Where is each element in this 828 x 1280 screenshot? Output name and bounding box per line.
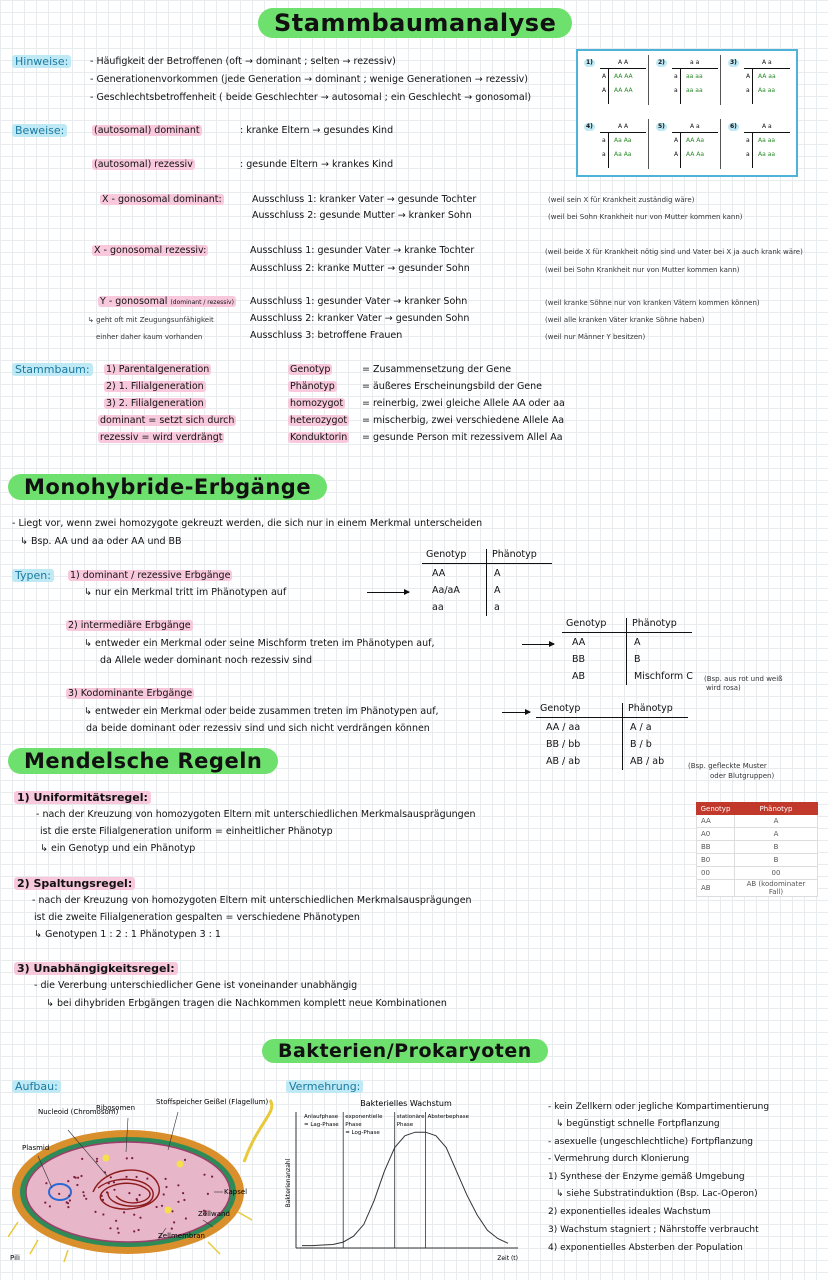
box-line [680, 132, 681, 168]
x-axis-label: Zeit (t) [497, 1255, 518, 1262]
aufbau-label: Aufbau: [12, 1080, 61, 1093]
type-1-note: ↳ nur ein Merkmal tritt im Phänotypen auf [84, 587, 287, 598]
x-rezessiv-2-note: (weil bei Sohn Krankheit nur von Mutter kommen kann) [545, 266, 740, 274]
label-geissel: Geißel (Flagellum) [204, 1098, 269, 1106]
box-row-allele: A [602, 73, 607, 80]
label-plasmid: Plasmid [22, 1144, 50, 1152]
type-3-note-1: ↳ entweder ein Merkmal oder beide zusammen treten im Phänotypen auf, [84, 706, 439, 717]
ribosome-dot [83, 1195, 85, 1197]
table-rule [536, 717, 688, 718]
arrow-icon [367, 592, 409, 593]
box-line [744, 132, 790, 133]
rezessiv-definition: rezessiv = wird verdrängt [100, 432, 223, 443]
table-cell-genotyp: Aa/aA [432, 585, 460, 596]
hinweis-line-3: - Geschlechtsbetroffenheit ( beide Geschlechter → autosomal ; ein Geschlecht → gonosomal) [90, 92, 532, 103]
phase-label: Anlaufphase [304, 1114, 339, 1120]
table-rule [622, 703, 623, 770]
unabhaengigkeit-line-1: - die Vererbung unterschiedlicher Gene ist voneinander unabhängig [34, 980, 358, 991]
ribosome-dot [171, 1228, 173, 1230]
ribosome-dot [136, 1198, 138, 1200]
box-row-genotypes: Aa Aa [614, 151, 632, 158]
ribosome-dot [126, 1157, 128, 1159]
box-row-allele: A [602, 87, 607, 94]
table-header-phaenotyp: Phänotyp [492, 549, 537, 560]
vermehrung-label: Vermehrung: [286, 1080, 363, 1093]
box-parents: A a [690, 123, 700, 130]
ribosome-dot [125, 1176, 127, 1178]
membrane-shape [26, 1142, 230, 1242]
box-row-allele: A [674, 137, 679, 144]
title-stammbaumanalyse: Stammbaumanalyse [258, 8, 572, 38]
table-cell-genotyp: AB / ab [546, 756, 581, 767]
box-row-allele: a [746, 137, 750, 144]
ribosome-dot [102, 1213, 104, 1215]
table-cell-phaenotyp: Mischform C [634, 671, 693, 682]
hinweis-line-1: - Häufigkeit der Betroffenen (oft → dominant ; selten → rezessiv) [90, 56, 396, 67]
ribosome-dot [118, 1232, 120, 1234]
ribosome-dot [73, 1176, 75, 1178]
type-2-note-1: ↳ entweder ein Merkmal oder seine Mischform treten im Phänotypen auf, [84, 638, 435, 649]
ribosome-dot [106, 1191, 108, 1193]
spaltung-line-2: ist die zweite Filialgeneration gespalten = verschiedene Phänotypen [34, 912, 360, 923]
ribosome-dot [102, 1199, 104, 1201]
ribosome-dot [76, 1184, 78, 1186]
y-ausschluss-2: Ausschluss 2: kranker Vater → gesunden Sohn [250, 313, 470, 324]
y-gonosomal-label: Y - gonosomal (dominant / rezessiv) [100, 296, 234, 307]
hinweis-line-2: - Generationenvorkommen (jede Generation → dominant ; wenige Generationen → rezessiv) [90, 74, 528, 85]
autosomal-rezessiv-label: (autosomal) rezessiv [94, 159, 193, 170]
ribosome-dot [133, 1230, 135, 1232]
note-line: - kein Zellkern oder jegliche Kompartimentierung [548, 1102, 770, 1112]
dominant-definition: dominant = setzt sich durch [100, 415, 235, 426]
uniformitaetsregel-title: 1) Uniformitätsregel: [14, 791, 151, 804]
spaltungsregel-title: 2) Spaltungsregel: [14, 877, 135, 890]
box-parents: A A [618, 59, 629, 66]
table-cell-phaenotyp: A [494, 568, 501, 579]
x-rezessiv-label: X - gonosomal rezessiv: [94, 245, 207, 256]
ribosome-dot [128, 1192, 130, 1194]
box-parents: a a [690, 59, 700, 66]
ribosome-dot [171, 1210, 173, 1212]
table-cell: 00 [735, 867, 818, 880]
phase-label: Absterbephase [427, 1114, 470, 1120]
ribosome-dot [82, 1191, 84, 1193]
table-header-genotyp: Genotyp [566, 618, 607, 629]
ribosome-dot [49, 1205, 51, 1207]
box-row-genotypes: AA AA [614, 87, 633, 94]
type-3-note-2: da beide dominant oder rezessiv sind und sich nicht verdrängen können [86, 723, 430, 734]
label-zellmembran: Zellmembran [158, 1232, 205, 1240]
unabhaengigkeitsregel-title: 3) Unabhängigkeitsregel: [14, 962, 178, 975]
x-dominant-1: Ausschluss 1: kranker Vater → gesunde Tochter [252, 194, 477, 205]
box-line [600, 132, 646, 133]
hinweise-label: Hinweise: [12, 55, 71, 68]
spaltung-line-1: - nach der Kreuzung von homozygoten Eltern mit unterschiedlichen Merkmalsausprägungen [32, 895, 472, 906]
ribosome-dot [94, 1211, 96, 1213]
box-line [672, 68, 718, 69]
x-rezessiv-1: Ausschluss 1: gesunder Vater → kranke Tochter [250, 245, 475, 256]
title-mendelsche-regeln: Mendelsche Regeln [8, 748, 278, 774]
ribosome-dot [113, 1189, 115, 1191]
term-key-text: Konduktorin [290, 432, 348, 443]
mono-intro-1: - Liegt vor, wenn zwei homozygote gekreuzt werden, die sich nur in einem Merkmal unterscheiden [12, 518, 483, 529]
note-line: 1) Synthese der Enzyme gemäß Umgebung [548, 1172, 745, 1182]
ribosome-dot [67, 1180, 69, 1182]
box-number: 2) [658, 59, 665, 66]
table-cell-genotyp: BB [572, 654, 586, 665]
box-divider [648, 119, 649, 169]
ribosome-dot [177, 1184, 179, 1186]
autosomal-dominant-label: (autosomal) dominant [94, 125, 200, 136]
table-cell-genotyp: AA [432, 568, 446, 579]
table-row [697, 880, 818, 897]
ribosome-dot [96, 1158, 98, 1160]
arrow-icon [522, 644, 554, 645]
y-note-1: ↳ geht oft mit Zeugungsunfähigkeit [88, 316, 214, 324]
storage-dot [177, 1161, 184, 1168]
uniformitaet-line-2: ist die erste Filialgeneration uniform = einheitlicher Phänotyp [40, 826, 333, 837]
ribosome-dot [203, 1174, 205, 1176]
table-row [697, 841, 818, 854]
storage-dot [165, 1207, 172, 1214]
table-cell-phaenotyp: a [494, 602, 500, 613]
box-row-allele: a [746, 151, 750, 158]
table-cell: BB [697, 841, 735, 854]
table-row [697, 815, 818, 828]
spaltung-line-3: ↳ Genotypen 1 : 2 : 1 Phänotypen 3 : 1 [34, 929, 221, 940]
ribosome-dot [165, 1186, 167, 1188]
term-key [288, 415, 349, 427]
term-value: = reinerbig, zwei gleiche Allele AA oder aa [362, 398, 565, 409]
table-cell-phaenotyp: A / a [630, 722, 652, 733]
beweise-label: Beweise: [12, 124, 67, 137]
box-row-allele: a [746, 87, 750, 94]
ribosome-dot [96, 1160, 98, 1162]
arrow-icon [502, 712, 530, 713]
x-rezessiv-2: Ausschluss 2: kranke Mutter → gesunder Sohn [250, 263, 470, 274]
label-ribosomen: Ribosomen [96, 1104, 136, 1112]
table-cell-genotyp: aa [432, 602, 444, 613]
type-3-title: 3) Kodominante Erbgänge [68, 688, 193, 699]
box-row-genotypes: AA AA [614, 73, 633, 80]
ribosome-dot [117, 1227, 119, 1229]
box-divider [648, 55, 649, 105]
table-rule [486, 549, 487, 616]
note-line: - Vermehrung durch Klonierung [548, 1154, 690, 1164]
table-cell: A [735, 815, 818, 828]
box-row-allele: a [602, 137, 606, 144]
ribosome-dot [67, 1202, 69, 1204]
phase-label: stationäre [396, 1114, 425, 1120]
table-cell-phaenotyp: B / b [630, 739, 652, 750]
ribosome-dot [173, 1221, 175, 1223]
x-dominant-1-note: (weil sein X für Krankheit zuständig wäre) [548, 196, 695, 204]
ribosome-dot [115, 1220, 117, 1222]
term-key [288, 381, 337, 393]
ribosome-dot [182, 1192, 184, 1194]
table-2-note-1: (Bsp. aus rot und weiß [704, 675, 783, 683]
box-row-allele: A [746, 73, 751, 80]
table-header-genotyp: Genotyp [540, 703, 581, 714]
bacterium-diagram [8, 1092, 284, 1262]
ribosome-dot [211, 1176, 213, 1178]
table-cell: B0 [697, 854, 735, 867]
note-line: 4) exponentielles Absterben der Population [548, 1243, 743, 1253]
box-row-genotypes: Aa aa [758, 137, 776, 144]
box-row-genotypes: AA Aa [686, 151, 705, 158]
ribosome-dot [123, 1211, 125, 1213]
note-line: 3) Wachstum stagniert ; Nährstoffe verbraucht [548, 1225, 759, 1235]
term-value: = äußeres Erscheinungsbild der Gene [362, 381, 543, 392]
ribosome-dot [85, 1198, 87, 1200]
box-parents: A a [762, 123, 772, 130]
table-cell: B [735, 841, 818, 854]
ribosome-dot [161, 1205, 163, 1207]
y-ausschluss-2-note: (weil alle kranken Väter kranke Söhne haben) [545, 316, 705, 324]
box-row-allele: a [602, 151, 606, 158]
term-key [288, 364, 332, 376]
box-line [672, 132, 718, 133]
table-cell-phaenotyp: AB / ab [630, 756, 665, 767]
table-row [697, 854, 818, 867]
box-row-allele: a [674, 87, 678, 94]
term-key-text: Phänotyp [290, 381, 335, 392]
title-monohybride: Monohybride-Erbgänge [8, 474, 327, 500]
table-cell-phaenotyp: B [634, 654, 641, 665]
box-line [600, 68, 646, 69]
uniformitaet-line-3: ↳ ein Genotyp und ein Phänotyp [40, 843, 196, 854]
typen-label: Typen: [12, 569, 54, 582]
label-zellwand: Zellwand [198, 1210, 230, 1218]
title-bakterien: Bakterien/Prokaryoten [262, 1039, 548, 1063]
ribosome-dot [184, 1159, 186, 1161]
phase-note: = Log-Phase [345, 1130, 380, 1136]
type-2-note-2: da Allele weder dominant noch rezessiv sind [100, 655, 313, 666]
note-line: ↳ begünstigt schnelle Fortpflanzung [556, 1119, 720, 1129]
box-line [680, 68, 681, 104]
ribosome-dot [69, 1199, 71, 1201]
ribosome-dot [45, 1182, 47, 1184]
table-rule [422, 563, 552, 564]
box-row-genotypes: AA Aa [686, 137, 705, 144]
phase-note: = Lag-Phase [304, 1122, 339, 1128]
uniformitaet-line-1: - nach der Kreuzung von homozygoten Eltern mit unterschiedlichen Merkmalsausprägungen [36, 809, 476, 820]
box-row-allele: a [674, 73, 678, 80]
table-cell: B [735, 854, 818, 867]
phase-label: exponentielle [345, 1114, 383, 1120]
autosomal-dominant-text: : kranke Eltern → gesundes Kind [240, 125, 394, 136]
table-3-note-1: (Bsp. gefleckte Muster [688, 762, 767, 770]
table-rule [626, 618, 627, 685]
y-ausschluss-1-note: (weil kranke Söhne nur von kranken Vätern kommen können) [545, 299, 760, 307]
ribosome-dot [136, 1176, 138, 1178]
box-line [608, 68, 609, 104]
note-line: - asexuelle (ungeschlechtliche) Fortpflanzung [548, 1137, 753, 1147]
ribosome-dot [146, 1178, 148, 1180]
box-number: 6) [730, 123, 737, 130]
y-ausschluss-3: Ausschluss 3: betroffene Frauen [250, 330, 403, 341]
box-number: 4) [586, 123, 593, 130]
ribosome-dot [183, 1199, 185, 1201]
table-cell-phaenotyp: A [634, 637, 641, 648]
ribosome-dot [139, 1194, 141, 1196]
y-axis-label: Bakterienanzahl [285, 1158, 292, 1208]
ribosome-dot [109, 1227, 111, 1229]
filialgeneration-1: 2) 1. Filialgeneration [106, 381, 204, 392]
table-row [697, 828, 818, 841]
term-key [288, 398, 345, 410]
box-line [752, 132, 753, 168]
mono-intro-2: ↳ Bsp. AA und aa oder AA und BB [20, 536, 182, 547]
box-row-genotypes: Aa aa [758, 87, 776, 94]
autosomal-rezessiv-text: : gesunde Eltern → krankes Kind [240, 159, 394, 170]
table-cell-genotyp: AB [572, 671, 586, 682]
table-header: Genotyp [697, 803, 735, 815]
growth-curve [302, 1132, 508, 1245]
y-note-2: einher daher kaum vorhanden [96, 333, 203, 341]
box-parents: A a [762, 59, 772, 66]
stammbaum-label: Stammbaum: [12, 363, 93, 376]
storage-dot [103, 1155, 110, 1162]
ribosome-dot [113, 1181, 115, 1183]
phase-label: Phase [345, 1122, 362, 1128]
type-1-title: 1) dominant / rezessive Erbgänge [70, 570, 231, 581]
ribosome-dot [133, 1214, 135, 1216]
chart-title: Bakterielles Wachstum [360, 1099, 452, 1108]
label-stoffspeicher: Stoffspeicher [156, 1098, 203, 1106]
box-divider [720, 119, 721, 169]
flagellum-shape [244, 1100, 272, 1162]
term-value: = mischerbig, zwei verschiedene Allele Aa [362, 415, 565, 426]
note-line: 2) exponentielles ideales Wachstum [548, 1207, 711, 1217]
ribosome-dot [68, 1195, 70, 1197]
blood-group-table [696, 802, 818, 897]
ribosome-dot [163, 1193, 165, 1195]
x-dominant-2-note: (weil bei Sohn Krankheit nur von Mutter kommen kann) [548, 213, 743, 221]
ribosome-dot [185, 1217, 187, 1219]
ribosome-dot [80, 1175, 82, 1177]
ribosome-dot [165, 1178, 167, 1180]
table-3-note-2: oder Blutgruppen) [710, 772, 775, 780]
box-row-genotypes: aa aa [686, 87, 703, 94]
table-header-phaenotyp: Phänotyp [628, 703, 673, 714]
ribosome-dot [139, 1217, 141, 1219]
ribosome-dot [44, 1202, 46, 1204]
ribosome-dot [67, 1206, 69, 1208]
ribosome-dot [131, 1157, 133, 1159]
table-cell-genotyp: AA [572, 637, 586, 648]
box-divider [720, 55, 721, 105]
table-rule [562, 632, 692, 633]
table-cell-genotyp: AA / aa [546, 722, 581, 733]
box-line [752, 68, 753, 104]
term-key-text: Genotyp [290, 364, 331, 375]
table-row [697, 867, 818, 880]
table-cell: A0 [697, 828, 735, 841]
unabhaengigkeit-line-2: ↳ bei dihybriden Erbgängen tragen die Nachkommen komplett neue Kombinationen [46, 998, 447, 1009]
ribosome-dot [156, 1206, 158, 1208]
table-cell-phaenotyp: A [494, 585, 501, 596]
box-line [744, 68, 790, 69]
y-ausschluss-1: Ausschluss 1: gesunder Vater → kranker Sohn [250, 296, 468, 307]
ribosome-dot [138, 1229, 140, 1231]
table-cell: AA [697, 815, 735, 828]
term-value: = Zusammensetzung der Gene [362, 364, 512, 375]
box-number: 5) [658, 123, 665, 130]
ribosome-dot [81, 1158, 83, 1160]
box-row-genotypes: aa aa [686, 73, 703, 80]
box-number: 3) [730, 59, 737, 66]
type-2-title: 2) intermediäre Erbgänge [68, 620, 191, 631]
y-ausschluss-3-note: (weil nur Männer Y besitzen) [545, 333, 646, 341]
term-key [288, 432, 349, 444]
x-dominant-2: Ausschluss 2: gesunde Mutter → kranker Sohn [252, 210, 472, 221]
table-2-note-2: wird rosa) [706, 684, 741, 692]
ribosome-dot [108, 1182, 110, 1184]
table-cell: AB (kodominater Fall) [735, 880, 818, 897]
box-row-genotypes: Aa Aa [614, 137, 632, 144]
box-row-genotypes: Aa aa [758, 151, 776, 158]
label-nucleoid: Nucleoid (Chromosom) [38, 1108, 119, 1116]
table-cell-genotyp: BB / bb [546, 739, 581, 750]
term-key-text: heterozygot [290, 415, 348, 426]
table-header-phaenotyp: Phänotyp [632, 618, 677, 629]
ribosome-dot [58, 1193, 60, 1195]
parentalgeneration: 1) Parentalgeneration [106, 364, 210, 375]
box-number: 1) [586, 59, 593, 66]
phase-label: Phase [396, 1122, 414, 1128]
term-key-text: homozygot [290, 398, 344, 409]
ribosome-dot [207, 1193, 209, 1195]
box-parents: A A [618, 123, 629, 130]
note-line: ↳ siehe Substratinduktion (Bsp. Lac-Operon) [556, 1189, 758, 1199]
x-rezessiv-1-note: (weil beide X für Krankheit nötig sind und Vater bei X ja auch krank wäre) [545, 248, 803, 256]
table-cell: 00 [697, 867, 735, 880]
term-value: = gesunde Person mit rezessivem Allel Aa [362, 432, 563, 443]
x-dominant-label: X - gonosomal dominant: [102, 194, 222, 205]
growth-chart [282, 1094, 530, 1266]
table-header-genotyp: Genotyp [426, 549, 467, 560]
ribosome-dot [177, 1201, 179, 1203]
ribosome-dot [77, 1177, 79, 1179]
label-kapsel: Kapsel [224, 1188, 248, 1196]
filialgeneration-2: 3) 2. Filialgeneration [106, 398, 204, 409]
box-line [608, 132, 609, 168]
box-row-allele: A [674, 151, 679, 158]
ribosome-dot [101, 1195, 103, 1197]
ribosome-dot [110, 1176, 112, 1178]
table-header: Phänotyp [735, 803, 818, 815]
table-cell: A [735, 828, 818, 841]
label-pili: Pili [10, 1254, 20, 1262]
table-cell: AB [697, 880, 735, 897]
box-row-genotypes: AA aa [758, 73, 776, 80]
